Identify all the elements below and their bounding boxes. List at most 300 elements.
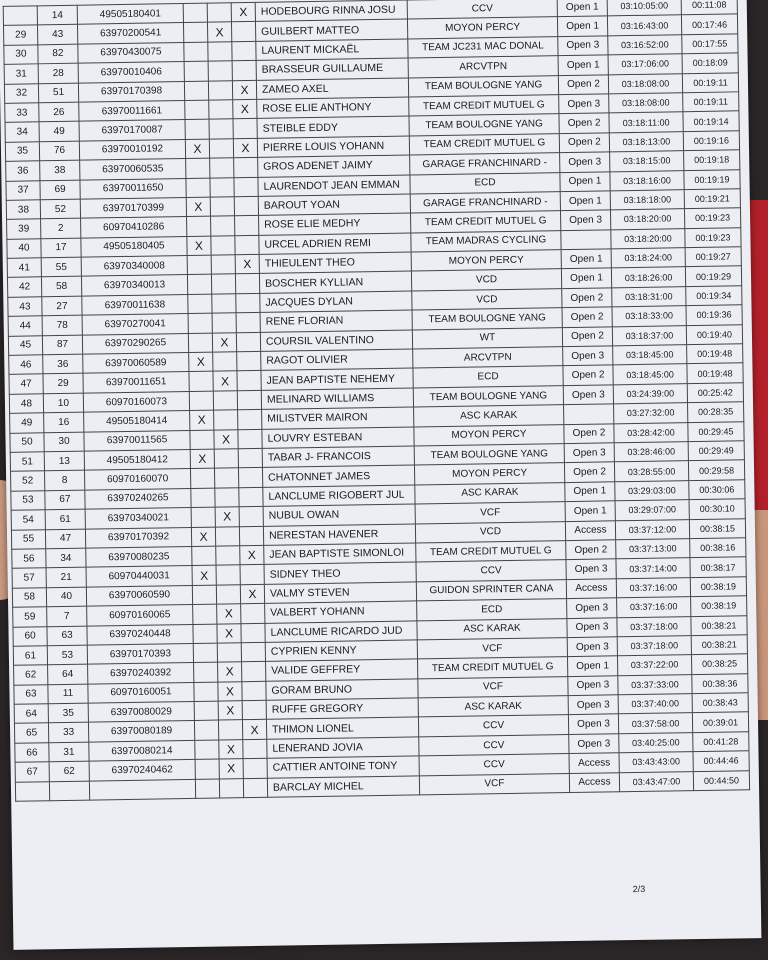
gap-cell: 00:19:11: [683, 92, 739, 112]
category-cell: Open 2: [562, 307, 612, 327]
rider-name-cell: COURSIL VALENTINO: [260, 330, 412, 352]
mark2-cell: [210, 177, 234, 197]
rank-cell: 62: [14, 665, 48, 685]
time-cell: 03:37:40:00: [618, 694, 692, 715]
gap-cell: 00:38:19: [691, 596, 747, 616]
bib-cell: 35: [48, 703, 88, 723]
rank-cell: 33: [5, 103, 39, 123]
gap-cell: 00:29:49: [688, 441, 744, 461]
bib-cell: 47: [45, 529, 85, 549]
club-cell: VCF: [417, 637, 567, 659]
rank-cell: 34: [5, 122, 39, 142]
time-cell: 03:37:16:00: [616, 577, 690, 598]
mark2-cell: [216, 546, 240, 566]
uci-cell: 63970170399: [80, 197, 186, 218]
mark1-cell: X: [187, 236, 211, 256]
mark3-cell: [243, 759, 267, 779]
mark3-cell: X: [240, 584, 264, 604]
bib-cell: 61: [45, 509, 85, 529]
bib-cell: 31: [49, 742, 89, 762]
category-cell: Open 1: [565, 501, 615, 521]
uci-cell: 63970011661: [79, 100, 185, 121]
gap-cell: 00:38:15: [689, 518, 745, 538]
gap-cell: 00:19:48: [687, 363, 743, 383]
bib-cell: 38: [40, 160, 80, 180]
mark2-cell: [211, 255, 235, 275]
time-cell: 03:18:45:00: [613, 364, 687, 385]
club-cell: VCD: [411, 269, 561, 291]
rider-name-cell: GORAM BRUNO: [266, 679, 418, 701]
time-cell: 03:18:45:00: [613, 345, 687, 366]
rider-name-cell: BRASSEUR GUILLAUME: [256, 58, 408, 80]
rider-name-cell: BOSCHER KYLLIAN: [259, 271, 411, 293]
rider-name-cell: VALIDE GEFFREY: [266, 659, 418, 681]
results-rows: [3, 0, 749, 801]
club-cell: ECD: [417, 599, 567, 621]
mark3-cell: [237, 351, 261, 371]
category-cell: Access: [569, 753, 619, 773]
club-cell: TEAM CREDIT MUTUEL G: [418, 657, 568, 679]
rank-cell: 37: [6, 180, 40, 200]
mark3-cell: [241, 642, 265, 662]
uci-cell: 63970060589: [83, 353, 189, 374]
rank-cell: 29: [4, 25, 38, 45]
gap-cell: 00:17:55: [682, 34, 738, 54]
mark2-cell: [213, 352, 237, 372]
mark3-cell: [241, 623, 265, 643]
bib-cell: 78: [42, 315, 82, 335]
rider-name-cell: NUBUL OWAN: [263, 504, 415, 526]
category-cell: Open 1: [565, 482, 615, 502]
category-cell: Access: [569, 772, 619, 792]
rider-name-cell: MELINARD WILLIAMS: [261, 388, 413, 410]
rider-name-cell: THIEULENT THEO: [259, 252, 411, 274]
mark2-cell: X: [217, 623, 241, 643]
club-cell: CCV: [416, 560, 566, 582]
rider-name-cell: CATTIER ANTOINE TONY: [267, 756, 419, 778]
club-cell: MOYON PERCY: [411, 250, 561, 272]
mark3-cell: [239, 526, 263, 546]
rider-name-cell: SIDNEY THEO: [264, 562, 416, 584]
mark2-cell: [209, 119, 233, 139]
time-cell: 03:16:52:00: [608, 34, 682, 55]
mark1-cell: X: [186, 197, 210, 217]
gap-cell: 00:28:35: [688, 402, 744, 422]
rider-name-cell: CHATONNET JAMES: [262, 465, 414, 487]
category-cell: Open 3: [560, 210, 610, 230]
time-cell: 03:18:18:00: [610, 190, 684, 211]
time-cell: 03:18:31:00: [612, 287, 686, 308]
rider-name-cell: TABAR J- FRANCOIS: [262, 446, 414, 468]
uci-cell: 60970160070: [85, 469, 191, 490]
mark3-cell: [234, 196, 258, 216]
time-cell: 03:29:07:00: [615, 500, 689, 521]
time-cell: 03:28:42:00: [614, 422, 688, 443]
category-cell: [561, 230, 611, 250]
results-table: [3, 0, 750, 802]
mark1-cell: [191, 488, 215, 508]
category-cell: Open 3: [567, 598, 617, 618]
uci-cell: 60970160073: [83, 391, 189, 412]
category-cell: Open 3: [564, 443, 614, 463]
mark2-cell: [214, 410, 238, 430]
mark3-cell: [234, 177, 258, 197]
mark3-cell: X: [240, 545, 264, 565]
mark2-cell: [213, 391, 237, 411]
time-cell: 03:37:18:00: [617, 636, 691, 657]
mark2-cell: X: [219, 740, 243, 760]
club-cell: CCV: [419, 754, 569, 776]
time-cell: 03:27:32:00: [614, 403, 688, 424]
category-cell: Open 1: [557, 16, 607, 36]
mark2-cell: [217, 643, 241, 663]
time-cell: 03:18:33:00: [612, 306, 686, 327]
mark1-cell: [194, 682, 218, 702]
mark3-cell: [238, 429, 262, 449]
mark2-cell: [208, 61, 232, 81]
club-cell: TEAM BOULOGNE YANG: [408, 75, 558, 97]
uci-cell: 63970011651: [83, 372, 189, 393]
category-cell: Open 3: [568, 714, 618, 734]
mark2-cell: [208, 42, 232, 62]
rider-name-cell: LANCLUME RIGOBERT JUL: [263, 485, 415, 507]
time-cell: 03:18:20:00: [611, 228, 685, 249]
time-cell: 03:37:22:00: [617, 655, 691, 676]
rank-cell: 61: [13, 646, 47, 666]
mark1-cell: [195, 779, 219, 799]
club-cell: VCF: [418, 676, 568, 698]
mark3-cell: [238, 410, 262, 430]
gap-cell: 00:19:36: [686, 305, 742, 325]
club-cell: ASC KARAK: [414, 405, 564, 427]
mark3-cell: [241, 603, 265, 623]
rank-cell: 32: [4, 83, 38, 103]
gap-cell: 00:38:21: [691, 635, 747, 655]
uci-cell: 63970011565: [84, 430, 190, 451]
uci-cell: 63970011650: [80, 178, 186, 199]
uci-cell: 63970270041: [82, 314, 188, 335]
mark2-cell: [210, 197, 234, 217]
category-cell: Open 1: [561, 268, 611, 288]
bib-cell: 67: [45, 490, 85, 510]
bib-cell: 64: [48, 664, 88, 684]
club-cell: GUIDON SPRINTER CANA: [416, 579, 566, 601]
gap-cell: 00:29:45: [688, 421, 744, 441]
uci-cell: 60970160051: [88, 682, 194, 703]
club-cell: MOYON PERCY: [414, 424, 564, 446]
rank-cell: 41: [7, 258, 41, 278]
rank-cell: 54: [11, 510, 45, 530]
uci-cell: 63970080214: [89, 740, 195, 761]
gap-cell: 00:39:01: [692, 712, 748, 732]
category-cell: Open 3: [563, 385, 613, 405]
club-cell: ASC KARAK: [415, 482, 565, 504]
uci-cell: 63970340008: [81, 256, 187, 277]
time-cell: 03:10:05:00: [607, 0, 681, 16]
mark2-cell: [208, 80, 232, 100]
club-cell: TEAM BOULOGNE YANG: [413, 385, 563, 407]
club-cell: VCF: [419, 773, 569, 795]
bib-cell: 2: [41, 218, 81, 238]
club-cell: CCV: [418, 715, 568, 737]
category-cell: Access: [565, 520, 615, 540]
uci-cell: 63970010192: [79, 139, 185, 160]
category-cell: Open 3: [568, 675, 618, 695]
mark2-cell: [209, 100, 233, 120]
mark2-cell: [219, 778, 243, 798]
rank-cell: 36: [6, 161, 40, 181]
gap-cell: 00:18:09: [682, 53, 738, 73]
mark3-cell: [236, 293, 260, 313]
bib-cell: 58: [41, 277, 81, 297]
rider-name-cell: RENE FLORIAN: [260, 310, 412, 332]
club-cell: MOYON PERCY: [407, 17, 557, 39]
time-cell: 03:18:26:00: [611, 267, 685, 288]
time-cell: 03:37:14:00: [616, 558, 690, 579]
rank-cell: 67: [15, 762, 49, 782]
mark3-cell: [236, 313, 260, 333]
mark1-cell: [193, 604, 217, 624]
club-cell: GARAGE FRANCHINARD -: [410, 153, 560, 175]
rider-name-cell: VALMY STEVEN: [264, 582, 416, 604]
time-cell: 03:37:58:00: [618, 713, 692, 734]
mark2-cell: X: [212, 332, 236, 352]
rank-cell: 35: [5, 142, 39, 162]
category-cell: Open 3: [568, 695, 618, 715]
rank-cell: 55: [11, 529, 45, 549]
mark1-cell: [194, 721, 218, 741]
club-cell: TEAM CREDIT MUTUEL G: [409, 95, 559, 117]
mark3-cell: [242, 662, 266, 682]
time-cell: 03:37:16:00: [617, 597, 691, 618]
rider-name-cell: GUILBERT MATTEO: [255, 19, 407, 41]
rank-cell: 47: [9, 374, 43, 394]
mark1-cell: [185, 119, 209, 139]
bib-cell: 40: [46, 587, 86, 607]
category-cell: Open 2: [559, 113, 609, 133]
rider-name-cell: BAROUT YOAN: [258, 194, 410, 216]
club-cell: WT: [412, 327, 562, 349]
mark3-cell: [234, 158, 258, 178]
club-cell: ASC KARAK: [418, 696, 568, 718]
category-cell: Open 1: [567, 656, 617, 676]
club-cell: TEAM MADRAS CYCLING: [411, 230, 561, 252]
uci-cell: 63970240265: [85, 488, 191, 509]
mark1-cell: [195, 759, 219, 779]
club-cell: TEAM BOULOGNE YANG: [412, 308, 562, 330]
rider-name-cell: LENERAND JOVIA: [267, 737, 419, 759]
club-cell: ARCVTPN: [408, 56, 558, 78]
mark1-cell: [192, 585, 216, 605]
mark3-cell: X: [231, 2, 255, 22]
rank-cell: 50: [10, 432, 44, 452]
gap-cell: 00:38:17: [690, 557, 746, 577]
uci-cell: 63970290265: [82, 333, 188, 354]
mark1-cell: [187, 255, 211, 275]
mark1-cell: X: [190, 449, 214, 469]
bib-cell: 29: [43, 374, 83, 394]
gap-cell: 00:19:21: [684, 189, 740, 209]
gap-cell: 00:19:14: [683, 111, 739, 131]
uci-cell: 63970340021: [85, 508, 191, 529]
bib-cell: 14: [37, 5, 77, 25]
mark3-cell: [242, 700, 266, 720]
time-cell: 03:18:16:00: [610, 170, 684, 191]
category-cell: Open 2: [566, 540, 616, 560]
mark1-cell: [185, 100, 209, 120]
mark1-cell: [183, 3, 207, 23]
time-cell: 03:28:46:00: [614, 442, 688, 463]
bib-cell: 26: [39, 102, 79, 122]
bib-cell: 13: [44, 451, 84, 471]
mark1-cell: [188, 313, 212, 333]
category-cell: Open 2: [564, 462, 614, 482]
rider-name-cell: JEAN BAPTISTE SIMONLOI: [264, 543, 416, 565]
category-cell: Open 1: [561, 249, 611, 269]
rider-name-cell: JEAN BAPTISTE NEHEMY: [261, 368, 413, 390]
category-cell: Open 3: [567, 637, 617, 657]
uci-cell: 63970240392: [88, 663, 194, 684]
club-cell: MOYON PERCY: [414, 463, 564, 485]
rider-name-cell: ROSE ELIE MEDHY: [259, 213, 411, 235]
gap-cell: 00:38:21: [691, 615, 747, 635]
bib-cell: 51: [38, 83, 78, 103]
club-cell: ASC KARAK: [417, 618, 567, 640]
mark3-cell: [237, 371, 261, 391]
mark3-cell: [235, 274, 259, 294]
mark1-cell: [191, 507, 215, 527]
club-cell: ECD: [413, 366, 563, 388]
category-cell: Open 3: [566, 559, 616, 579]
category-cell: Open 2: [564, 423, 614, 443]
mark2-cell: [211, 235, 235, 255]
mark1-cell: [194, 701, 218, 721]
gap-cell: 00:19:40: [686, 324, 742, 344]
mark3-cell: [240, 565, 264, 585]
club-cell: CCV: [419, 734, 569, 756]
mark1-cell: [189, 391, 213, 411]
uci-cell: 63970170392: [85, 527, 191, 548]
club-cell: VCF: [415, 502, 565, 524]
mark1-cell: [188, 333, 212, 353]
gap-cell: 00:38:43: [692, 693, 748, 713]
gap-cell: 00:19:48: [687, 344, 743, 364]
time-cell: 03:18:11:00: [609, 112, 683, 133]
mark3-cell: [237, 390, 261, 410]
rider-name-cell: CYPRIEN KENNY: [265, 640, 417, 662]
time-cell: 03:18:24:00: [611, 248, 685, 269]
gap-cell: 00:38:36: [692, 673, 748, 693]
rider-name-cell: LOUVRY ESTEBAN: [262, 427, 414, 449]
mark3-cell: [232, 61, 256, 81]
bib-cell: 87: [42, 335, 82, 355]
mark2-cell: [214, 449, 238, 469]
mark1-cell: [195, 740, 219, 760]
rank-cell: 46: [9, 355, 43, 375]
mark1-cell: X: [185, 139, 209, 159]
mark1-cell: X: [189, 352, 213, 372]
gap-cell: 00:38:16: [690, 538, 746, 558]
club-cell: ARCVTPN: [413, 347, 563, 369]
time-cell: 03:24:39:00: [613, 383, 687, 404]
bib-cell: 69: [40, 180, 80, 200]
uci-cell: 63970240462: [89, 760, 195, 781]
bib-cell: 17: [41, 238, 81, 258]
bib-cell: 21: [46, 567, 86, 587]
bib-cell: 43: [38, 25, 78, 45]
category-cell: Open 2: [562, 326, 612, 346]
mark2-cell: [216, 565, 240, 585]
mark2-cell: [210, 158, 234, 178]
gap-cell: 00:19:18: [684, 150, 740, 170]
mark2-cell: [214, 468, 238, 488]
mark1-cell: X: [192, 565, 216, 585]
category-cell: Access: [566, 579, 616, 599]
mark3-cell: [236, 332, 260, 352]
club-cell: TEAM CREDIT MUTUEL G: [416, 541, 566, 563]
mark2-cell: X: [214, 429, 238, 449]
bib-cell: 16: [44, 412, 84, 432]
mark1-cell: [194, 662, 218, 682]
rider-name-cell: ROSE ELIE ANTHONY: [257, 97, 409, 119]
bib-cell: 34: [46, 548, 86, 568]
rank-cell: 38: [6, 200, 40, 220]
gap-cell: 00:19:23: [684, 208, 740, 228]
mark3-cell: X: [235, 254, 259, 274]
bib-cell: 28: [38, 63, 78, 83]
rider-name-cell: VALBERT YOHANN: [265, 601, 417, 623]
time-cell: 03:29:03:00: [615, 480, 689, 501]
mark2-cell: [211, 274, 235, 294]
gap-cell: 00:17:46: [681, 14, 737, 34]
mark2-cell: [215, 487, 239, 507]
time-cell: 03:40:25:00: [619, 732, 693, 753]
club-cell: TEAM BOULOGNE YANG: [409, 114, 559, 136]
category-cell: Open 3: [558, 36, 608, 56]
club-cell: VCD: [415, 521, 565, 543]
bib-cell: 30: [44, 432, 84, 452]
mark1-cell: X: [191, 527, 215, 547]
mark2-cell: X: [217, 604, 241, 624]
uci-cell: 63970340013: [81, 275, 187, 296]
rank-cell: [3, 6, 37, 26]
mark1-cell: [190, 468, 214, 488]
category-cell: Open 3: [567, 617, 617, 637]
rider-name-cell: LAURENT MICKAËL: [256, 39, 408, 61]
gap-cell: 00:19:34: [686, 286, 742, 306]
mark1-cell: [186, 158, 210, 178]
rank-cell: 51: [10, 452, 44, 472]
gap-cell: 00:30:06: [689, 480, 745, 500]
uci-cell: 49505180405: [81, 236, 187, 257]
rank-cell: 66: [15, 743, 49, 763]
mark1-cell: [184, 42, 208, 62]
club-cell: GARAGE FRANCHINARD -: [410, 192, 560, 214]
category-cell: Open 1: [557, 0, 607, 17]
bib-cell: 76: [39, 141, 79, 161]
uci-cell: 63970011638: [82, 294, 188, 315]
rider-name-cell: JACQUES DYLAN: [260, 291, 412, 313]
bib-cell: 82: [38, 44, 78, 64]
uci-cell: 60970410286: [81, 217, 187, 238]
bib-cell: 49: [39, 122, 79, 142]
mark2-cell: X: [218, 662, 242, 682]
rider-name-cell: THIMON LIONEL: [266, 717, 418, 739]
mark2-cell: [215, 526, 239, 546]
uci-cell: 49505180412: [84, 449, 190, 470]
time-cell: 03:18:20:00: [610, 209, 684, 230]
bib-cell: 27: [42, 296, 82, 316]
